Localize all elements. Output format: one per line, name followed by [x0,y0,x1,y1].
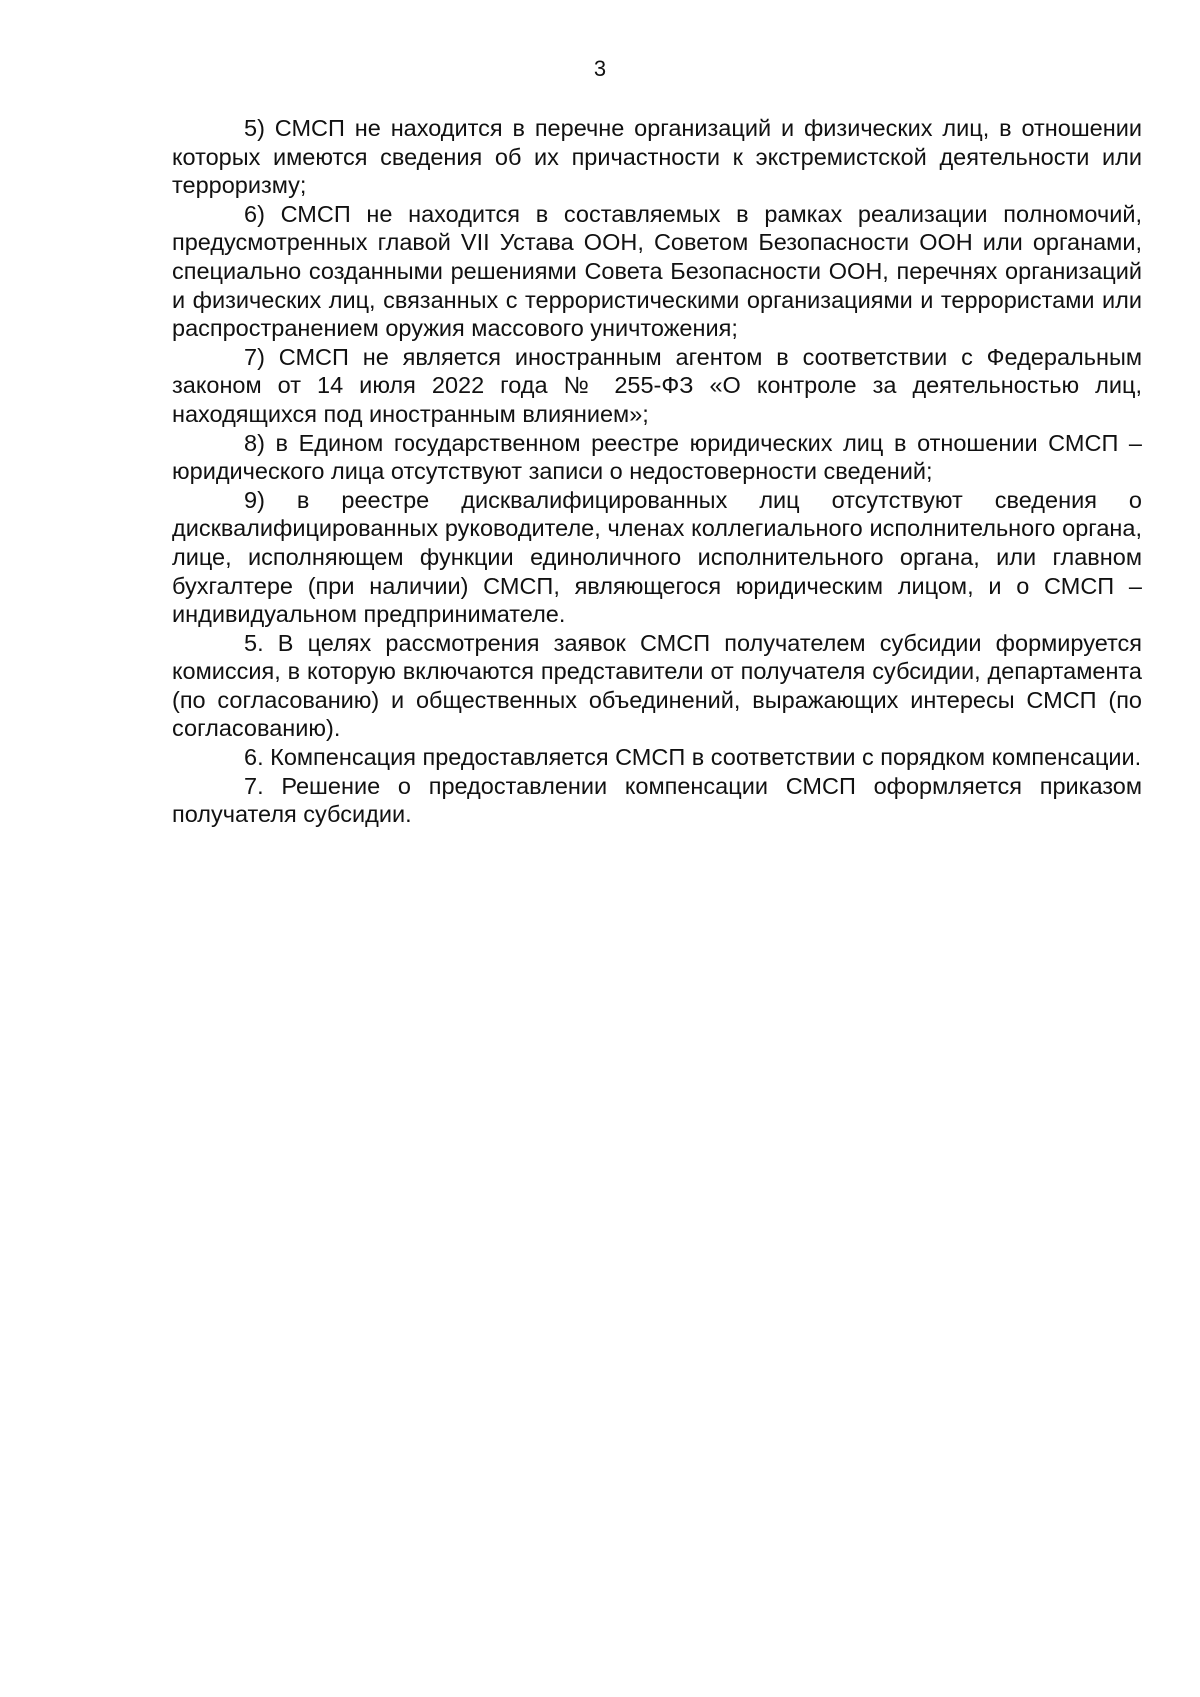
paragraph-clause-6: 6. Компенсация предоставляется СМСП в соответствии с порядком компенсации. [244,744,1142,771]
paragraph-clause-5: 5. В целях рассмотрения заявок СМСП получателем субсидии формируется комиссия, в которую включаются представители от получателя субсидии, департамента (по согласованию) и общественных объединений, выражающих интересы СМСП (по согласованию). [172,629,1142,742]
paragraph-item-9: 9) в реестре дисквалифицированных лиц отсутствуют сведения о дисквалифицированных руководителе, членах коллегиального исполнительного органа, лице, исполняющем функции единоличного исполнительного органа, или главном бухгалтере (при наличии) СМСП, являющегося юридическим лицом, и о СМСП – индивидуальном предпринимателе. [172,486,1142,628]
paragraph-item-5: 5) СМСП не находится в перечне организаций и физических лиц, в отношении которых имеются сведения об их причастности к экстремистской деятельности или терроризму; [172,115,1142,199]
document-body [172,114,1142,829]
page-number: 3 [593,56,607,81]
paragraph-item-6: 6) СМСП не находится в составляемых в рамках реализации полномочий, предусмотренных главой VII Устава ООН, Советом Безопасности ООН или органами, специально созданными решениями Совета Безопасности ООН, перечнях организаций и физических лиц, связанных с террористическими организациями и террористами или распространением оружия массового уничтожения; [172,200,1142,342]
paragraph-item-7: 7) СМСП не является иностранным агентом в соответствии с Федеральным законом от 14 июля 2022 года № 255-ФЗ «О контроле за деятельностью лиц, находящихся под иностранным влиянием»; [172,343,1142,427]
paragraph-clause-7: 7. Решение о предоставлении компенсации СМСП оформляется приказом получателя субсидии. [172,772,1142,828]
paragraph-item-8: 8) в Едином государственном реестре юридических лиц в отношении СМСП – юридического лица отсутствуют записи о недостоверности сведений; [172,429,1142,485]
